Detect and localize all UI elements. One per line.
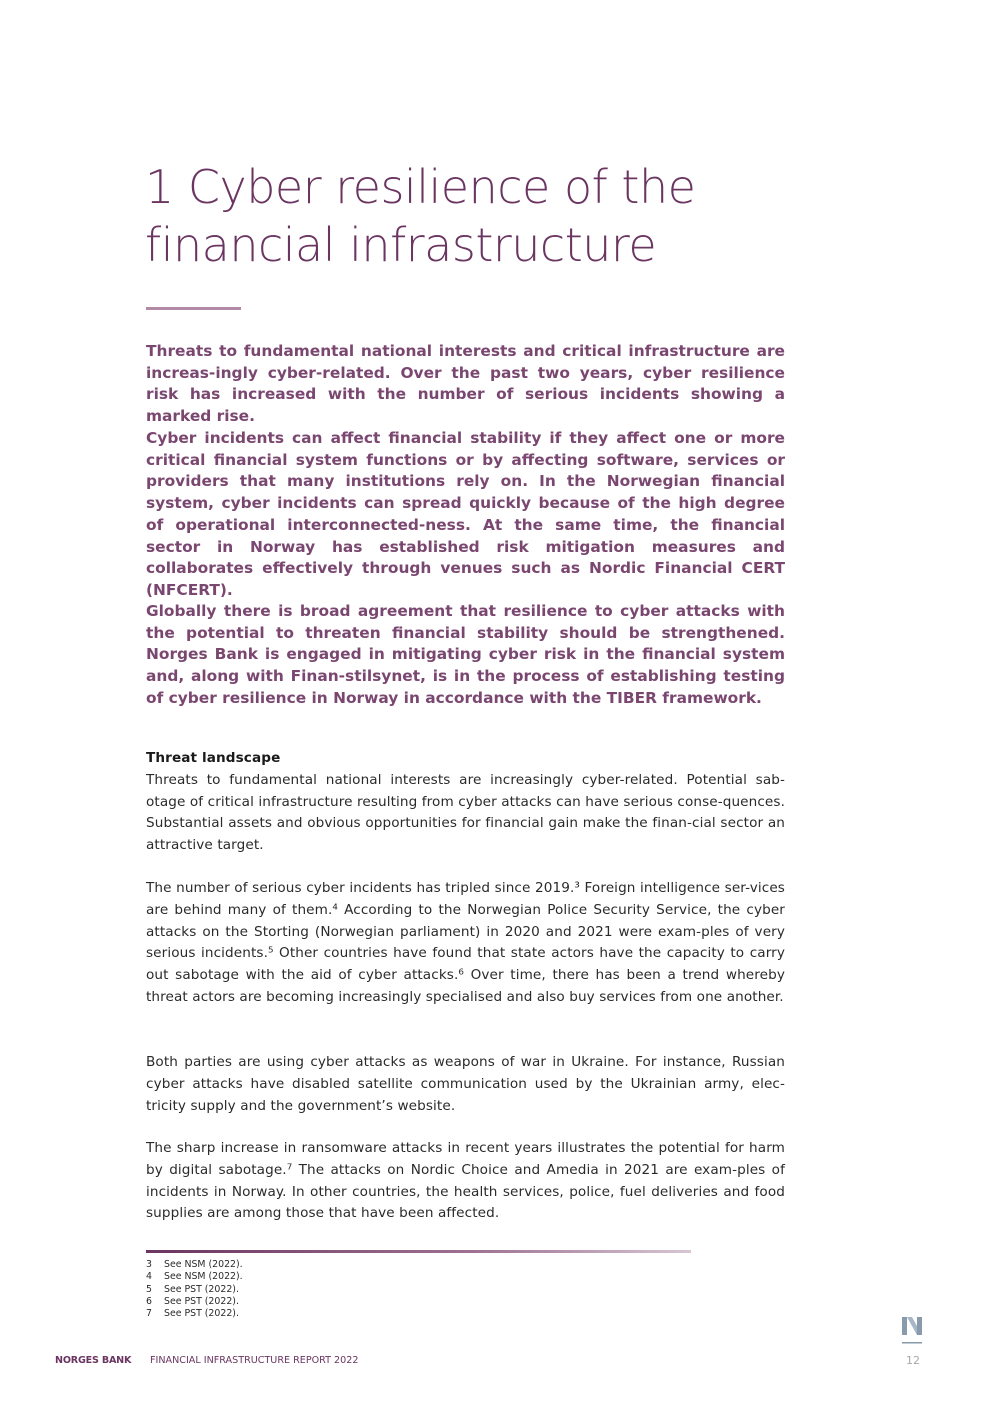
footnote-number: 4 — [146, 1271, 152, 1283]
title-line-2: financial infrastructure — [145, 218, 657, 272]
footnote — [146, 1259, 243, 1271]
page-title — [145, 158, 845, 274]
footnote-text: See NSM (2022). — [164, 1259, 243, 1270]
norges-bank-n-logo-icon — [902, 1317, 922, 1345]
footnote-text: See PST (2022). — [164, 1295, 239, 1307]
body-paragraph-3: Both parties are using cyber attacks as weapons of war in Ukraine. For instance, Russian cyber attacks have disabled satellite communication used by the Ukrainian army, elec-tricity supply and the government’s website. — [146, 1054, 785, 1114]
footnote-number: 5 — [146, 1283, 152, 1295]
threat-landscape-section — [146, 748, 785, 857]
footnote — [146, 1308, 243, 1320]
footnote — [146, 1271, 243, 1283]
footnote-divider — [146, 1250, 691, 1253]
footnote-text: See NSM (2022). — [164, 1271, 243, 1283]
section-subheading: Threat landscape — [146, 750, 281, 766]
footer-bank-name: NORGES BANK — [55, 1355, 132, 1366]
intro-paragraph-1: Threats to fundamental national interests and critical infrastructure are increas-ingly cyber-related. Over the past two years, cyber resilience risk has increased with the number of serious incidents showing a marked rise. — [146, 342, 785, 426]
footnote-number: 7 — [146, 1308, 152, 1320]
page-number: 12 — [906, 1354, 920, 1367]
footnote — [146, 1284, 243, 1296]
body-paragraph-1: Threats to fundamental national interests are increasingly cyber-related. Potential sab-otage of critical infrastructure resulting from cyber attacks can have serious conse-quences. Substantial assets and obvious opportunities for financial gain make the finan-cial sector an attractive target. — [146, 771, 785, 854]
footnote-text: See PST (2022). — [164, 1283, 239, 1295]
intro-paragraph-2: Cyber incidents can affect financial stability if they affect one or more critical financial system functions or by affecting software, services or providers that many institutions rely on. In the Norwegian financial system, cyber incidents can spread quickly because of the high degree of operational interconnected-ness. At the same time, the financial sector in Norway has established risk mitigation measures and collaborates effectively through venues such as Nordic Financial CERT (NFCERT). — [146, 429, 785, 599]
footnotes-list — [146, 1259, 243, 1320]
footer-report-title: FINANCIAL INFRASTRUCTURE REPORT 2022 — [150, 1355, 359, 1366]
body-paragraph-4: The sharp increase in ransomware attacks in recent years illustrates the potential for harm by digital sabotage.⁷ The attacks on Nordic Choice and Amedia in 2021 are exam-ples of incidents in Norway. In other countries, the health services, police, fuel deliveries and food supplies are among those that have been affected. — [146, 1140, 785, 1222]
title-line-1: 1 Cyber resilience of the — [145, 160, 696, 214]
footnote — [146, 1296, 243, 1308]
footnote-text: See PST (2022). — [164, 1308, 239, 1320]
footnote-number: 6 — [146, 1295, 152, 1307]
intro-paragraph-3: Globally there is broad agreement that resilience to cyber attacks with the potential to threaten financial stability should be strengthened. Norges Bank is engaged in mitigating cyber risk in the financial system and, along with Finan-stilsynet, is in the process of establishing testing of cyber resilience in Norway in accordance with the TIBER framework. — [146, 602, 785, 707]
title-underline — [146, 307, 241, 310]
footnote-number: 3 — [146, 1259, 152, 1270]
body-paragraph-2: The number of serious cyber incidents has tripled since 2019.³ Foreign intelligence ser-vices are behind many of them.⁴ According to the Norwegian Police Security Service, the cyber attacks on the Storting (Norwegian parliament) in 2020 and 2021 were exam-ples of very serious incidents.⁵ Other countries have found that state actors have the capacity to carry out sabotage with the aid of cyber attacks.⁶ Over time, there has been a trend whereby threat actors are becoming increasingly specialised and also buy services from one another. — [146, 880, 785, 1005]
